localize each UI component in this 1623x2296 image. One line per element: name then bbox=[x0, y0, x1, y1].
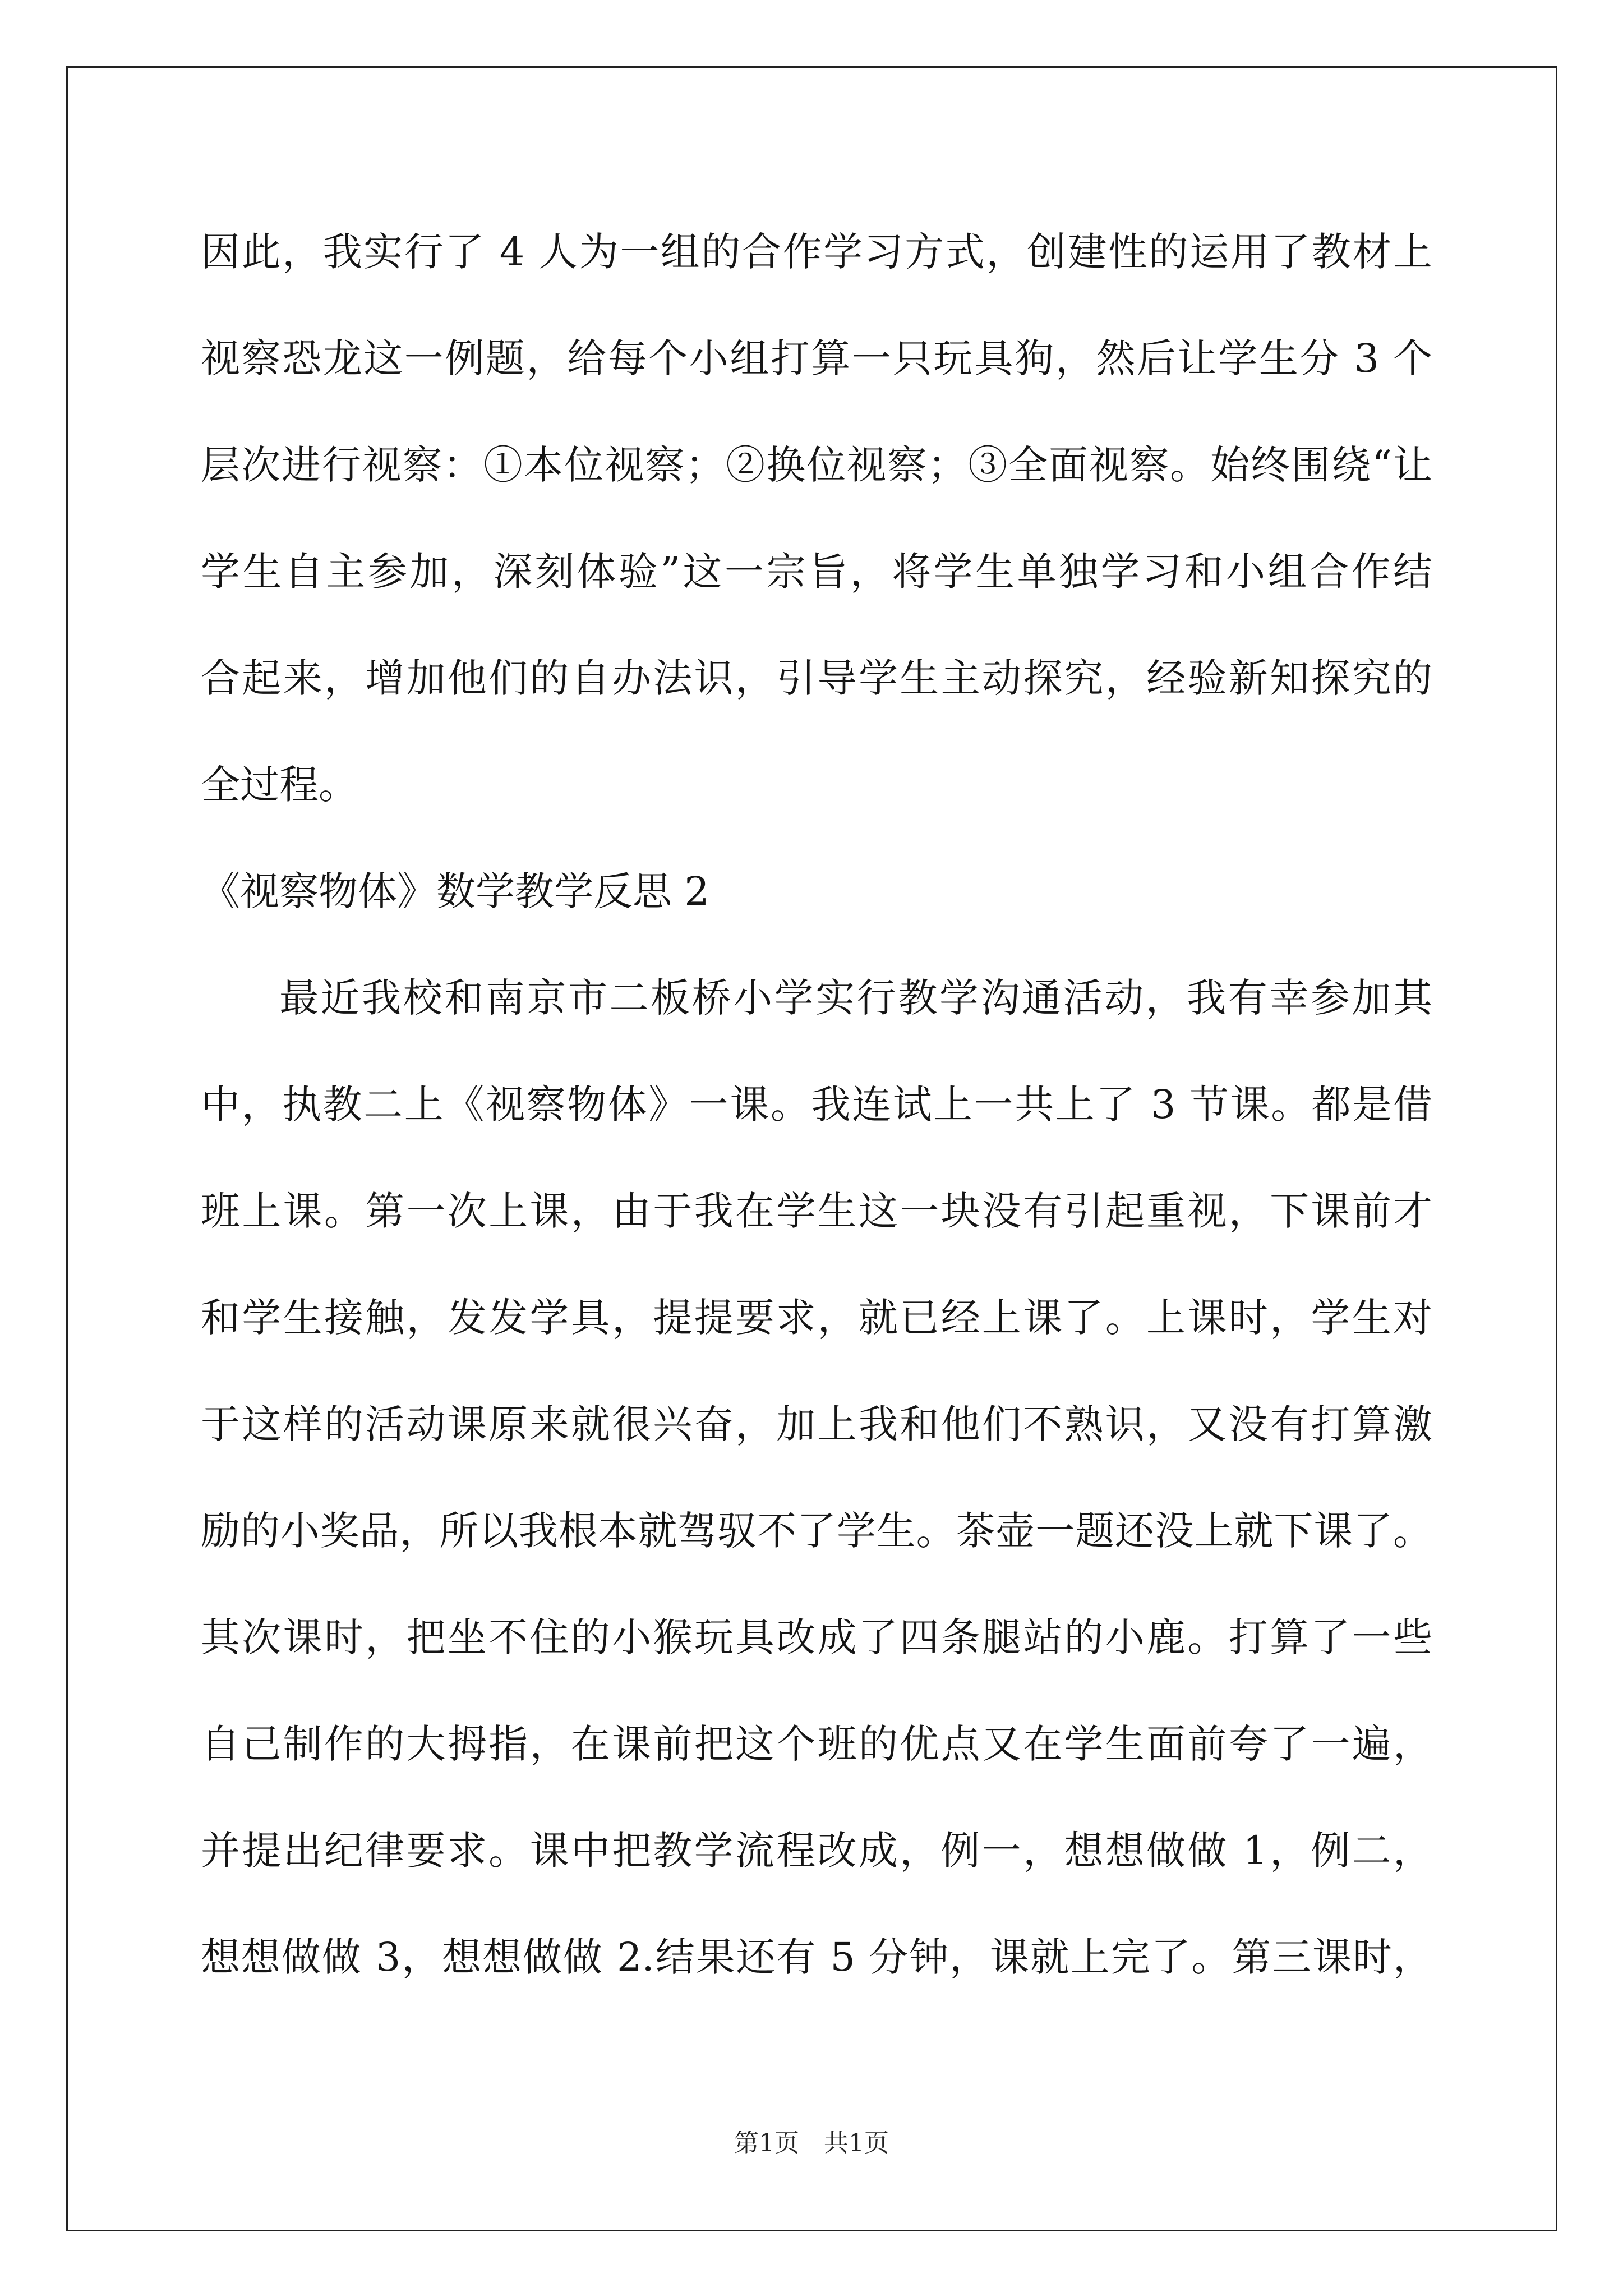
text-line: 最近我校和南京市二板桥小学实行教学沟通活动，我有幸参加其 bbox=[279, 975, 1432, 1021]
text-line: 励的小奖品，所以我根本就驾驭不了学生。茶壶一题还没上就下课了。 bbox=[201, 1508, 1432, 1554]
paragraph-2 bbox=[201, 945, 1432, 2010]
text-line: 于这样的活动课原来就很兴奋，加上我和他们不熟识，又没有打算激 bbox=[201, 1401, 1432, 1447]
page-total: 共1页 bbox=[824, 2129, 889, 2157]
text-line: 全过程。 bbox=[201, 762, 358, 808]
text-line: 因此，我实行了 4 人为一组的合作学习方式，创建性的运用了教材上 bbox=[201, 229, 1432, 275]
text-line: 合起来，增加他们的自办法识，引导学生主动探究，经验新知探究的 bbox=[201, 655, 1432, 701]
text-line: 并提出纪律要求。课中把教学流程改成，例一，想想做做 1，例二， bbox=[201, 1828, 1432, 1874]
page-footer bbox=[0, 2129, 1623, 2158]
text-line: 学生自主参加，深刻体验”这一宗旨，将学生单独学习和小组合作结 bbox=[201, 549, 1432, 595]
text-line: 自己制作的大拇指，在课前把这个班的优点又在学生面前夸了一遍， bbox=[201, 1721, 1432, 1767]
section-heading: 《视察物体》数学教学反思 2 bbox=[201, 868, 709, 914]
text-line: 视察恐龙这一例题，给每个小组打算一只玩具狗，然后让学生分 3 个 bbox=[201, 335, 1432, 381]
text-line: 层次进行视察：①本位视察；②换位视察；③全面视察。始终围绕“让 bbox=[201, 442, 1432, 488]
document-body bbox=[201, 199, 1432, 2010]
text-line: 想想做做 3，想想做做 2.结果还有 5 分钟，课就上完了。第三课时， bbox=[201, 1934, 1432, 1980]
text-line: 和学生接触，发发学具，提提要求，就已经上课了。上课时，学生对 bbox=[201, 1295, 1432, 1341]
text-line: 其次课时，把坐不住的小猴玩具改成了四条腿站的小鹿。打算了一些 bbox=[201, 1614, 1432, 1660]
page-number: 第1页 bbox=[734, 2129, 799, 2157]
text-line: 中，执教二上《视察物体》一课。我连试上一共上了 3 节课。都是借 bbox=[201, 1082, 1432, 1128]
paragraph-1 bbox=[201, 199, 1432, 838]
text-line: 班上课。第一次上课，由于我在学生这一块没有引起重视，下课前才 bbox=[201, 1188, 1432, 1234]
